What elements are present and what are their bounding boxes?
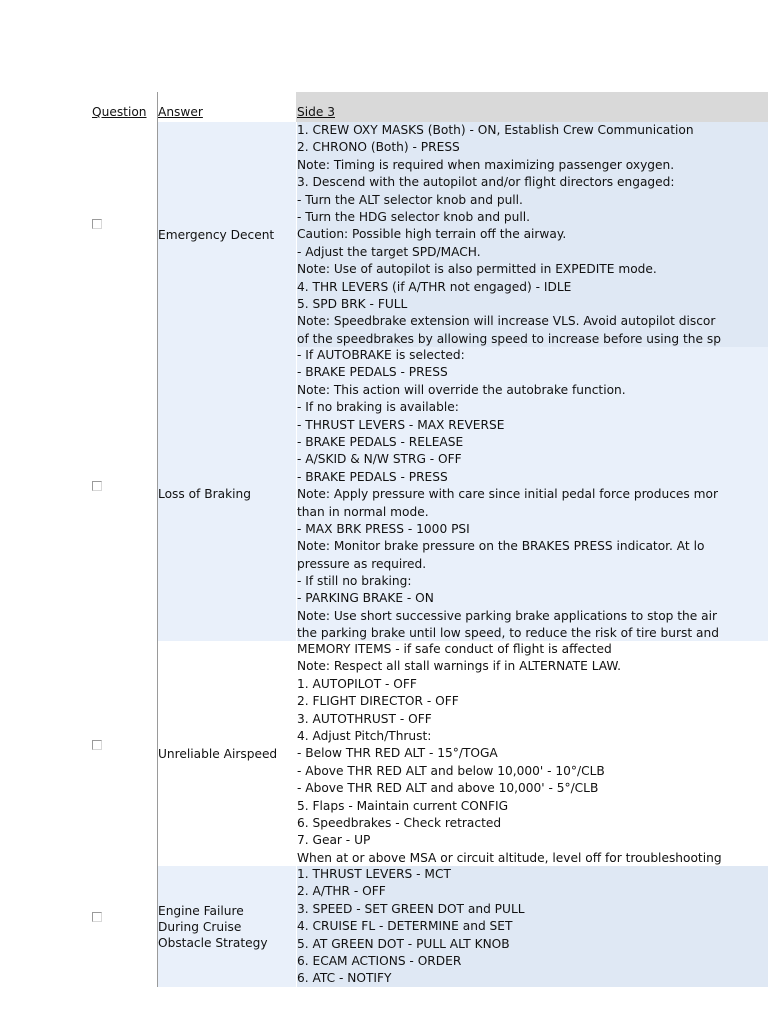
- question-checkbox[interactable]: [92, 219, 102, 229]
- card-row-emergency-decent: [0, 122, 768, 347]
- column-divider: [157, 92, 158, 987]
- side-line: 4. CRUISE FL - DETERMINE and SET: [297, 919, 513, 934]
- side-line: 1. THRUST LEVERS - MCT: [297, 867, 451, 881]
- side-line: When at or above MSA or circuit altitude, level off for troubleshooting: [297, 850, 722, 865]
- side-line: - THRUST LEVERS - MAX REVERSE: [297, 417, 505, 432]
- side-cell: [297, 122, 768, 347]
- answer-text: [158, 903, 268, 951]
- side-line: - Below THR RED ALT - 15°/TOGA: [297, 746, 498, 761]
- side-line: 5. Flaps - Maintain current CONFIG: [297, 798, 509, 813]
- side-cell: [297, 347, 768, 641]
- answer-line: Obstacle Strategy: [158, 935, 268, 950]
- card-row-loss-of-braking: [0, 347, 768, 641]
- side-line: 3. AUTOTHRUST - OFF: [297, 711, 432, 726]
- side-line: 4. Adjust Pitch/Thrust:: [297, 728, 432, 743]
- side-line: 2. FLIGHT DIRECTOR - OFF: [297, 694, 459, 709]
- answer-line: During Cruise: [158, 919, 242, 934]
- side-line: Note: This action will override the autobrake function.: [297, 382, 626, 397]
- answer-column-header[interactable]: Answer: [158, 105, 203, 119]
- side-line: - Turn the HDG selector knob and pull.: [297, 209, 531, 224]
- side-line: - If still no braking:: [297, 574, 412, 589]
- card-row-unreliable-airspeed: [0, 641, 768, 866]
- side-line: - Adjust the target SPD/MACH.: [297, 244, 481, 259]
- answer-cell: [158, 866, 296, 987]
- side-line: MEMORY ITEMS - if safe conduct of flight is affected: [297, 642, 612, 656]
- question-checkbox[interactable]: [92, 912, 102, 922]
- side-line: - BRAKE PEDALS - PRESS: [297, 365, 448, 380]
- side-line: 2. CHRONO (Both) - PRESS: [297, 140, 460, 155]
- side-line: Note: Speedbrake extension will increase VLS. Avoid autopilot discor: [297, 314, 716, 329]
- side-line: 3. Descend with the autopilot and/or flight directors engaged:: [297, 175, 675, 190]
- side-line: - Turn the ALT selector knob and pull.: [297, 192, 523, 207]
- side-column-header[interactable]: Side 3: [297, 105, 335, 119]
- side-line: - BRAKE PEDALS - PRESS: [297, 469, 448, 484]
- side-line: 5. AT GREEN DOT - PULL ALT KNOB: [297, 936, 510, 951]
- side-line: - If no braking is available:: [297, 400, 459, 415]
- side-line: than in normal mode.: [297, 504, 429, 519]
- side-line: Caution: Possible high terrain off the airway.: [297, 227, 567, 242]
- side-line: 6. ATC - NOTIFY: [297, 971, 392, 986]
- question-checkbox[interactable]: [92, 740, 102, 750]
- side-line: Note: Respect all stall warnings if in ALTERNATE LAW.: [297, 659, 621, 674]
- answer-cell: [158, 122, 296, 347]
- question-checkbox[interactable]: [92, 481, 102, 491]
- side-line: - A/SKID & N/W STRG - OFF: [297, 452, 462, 467]
- side-line: 4. THR LEVERS (if A/THR not engaged) - IDLE: [297, 279, 572, 294]
- side-cell: [297, 866, 768, 987]
- side-line: - Above THR RED ALT and above 10,000' - 5°/CLB: [297, 781, 599, 796]
- card-row-engine-failure: [0, 866, 768, 987]
- question-column-header[interactable]: Question: [92, 105, 147, 119]
- answer-cell: [158, 347, 296, 641]
- side-line: 1. CREW OXY MASKS (Both) - ON, Establish Crew Communication: [297, 123, 694, 137]
- answer-line: Engine Failure: [158, 903, 244, 918]
- side-cell: [297, 641, 768, 866]
- side-line: 2. A/THR - OFF: [297, 884, 386, 899]
- side-line: Note: Timing is required when maximizing passenger oxygen.: [297, 157, 675, 172]
- answer-text: Unreliable Airspeed: [158, 746, 278, 761]
- side-line: 1. AUTOPILOT - OFF: [297, 676, 417, 691]
- side-line: of the speedbrakes by allowing speed to increase before using the sp: [297, 331, 721, 346]
- answer-text: Emergency Decent: [158, 227, 275, 242]
- side-line: Note: Apply pressure with care since initial pedal force produces mor: [297, 487, 718, 502]
- side-line: - PARKING BRAKE - ON: [297, 591, 434, 606]
- side-line: - If AUTOBRAKE is selected:: [297, 348, 465, 362]
- side-line: 6. ECAM ACTIONS - ORDER: [297, 953, 462, 968]
- side-line: pressure as required.: [297, 556, 427, 571]
- side-line: - Above THR RED ALT and below 10,000' - 10°/CLB: [297, 763, 605, 778]
- side-line: 5. SPD BRK - FULL: [297, 296, 408, 311]
- side-line: - BRAKE PEDALS - RELEASE: [297, 434, 464, 449]
- side-header-band: [296, 92, 768, 122]
- side-line: Note: Monitor brake pressure on the BRAKES PRESS indicator. At lo: [297, 539, 705, 554]
- side-line: 3. SPEED - SET GREEN DOT and PULL: [297, 901, 525, 916]
- answer-cell: [158, 641, 296, 866]
- side-line: Note: Use of autopilot is also permitted in EXPEDITE mode.: [297, 262, 657, 277]
- side-line: Note: Use short successive parking brake applications to stop the air: [297, 608, 718, 623]
- side-line: the parking brake until low speed, to reduce the risk of tire burst and: [297, 626, 719, 641]
- answer-text: Loss of Braking: [158, 487, 251, 501]
- side-line: 6. Speedbrakes - Check retracted: [297, 815, 502, 830]
- side-line: - MAX BRK PRESS - 1000 PSI: [297, 521, 470, 536]
- side-line: 7. Gear - UP: [297, 833, 371, 848]
